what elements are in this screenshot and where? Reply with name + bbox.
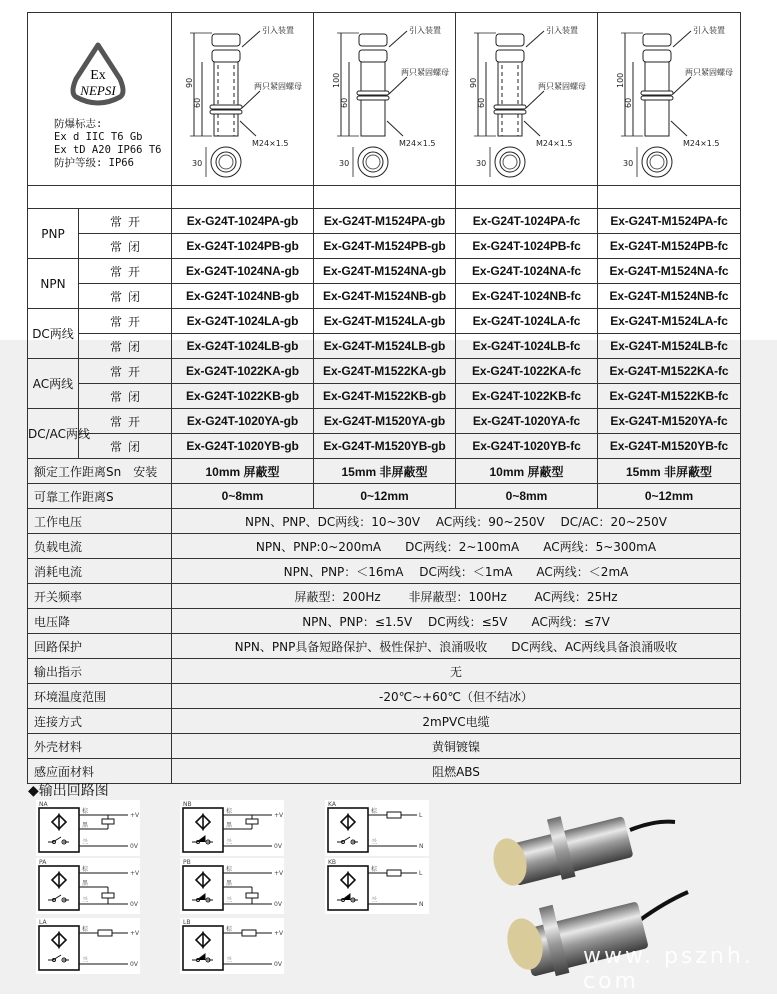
thread-label: M24×1.5	[536, 139, 573, 148]
drawing-cell-3	[456, 13, 598, 186]
param-row	[28, 684, 741, 709]
model-row	[28, 284, 741, 309]
circuit-code: KB	[328, 859, 337, 866]
circuit-code: PA	[39, 859, 47, 866]
rated-distance-value: 10mm 屏蔽型	[172, 459, 314, 484]
circuit-code: LB	[183, 919, 191, 926]
circuit-code: NA	[39, 801, 48, 808]
circuit-diagram-lb	[180, 918, 284, 974]
wire-black-label: 黑	[226, 822, 233, 829]
terminal-bottom-label: 0V	[274, 843, 282, 850]
terminal-bottom-label: 0V	[130, 901, 138, 908]
model-number: Ex-G24T-M1522KB-fc	[598, 384, 741, 409]
ex-nepsi-logo-icon	[42, 39, 162, 119]
circuit-diagram-pa	[36, 858, 140, 914]
param-value: 2mPVC电缆	[172, 709, 741, 734]
model-number: Ex-G24T-M1524NB-gb	[314, 284, 456, 309]
param-label: 电压降	[28, 609, 172, 634]
thread-label: M24×1.5	[252, 139, 289, 148]
model-row	[28, 309, 741, 334]
model-number: Ex-G24T-1024NA-gb	[172, 259, 314, 284]
model-number: Ex-G24T-M1520YB-gb	[314, 434, 456, 459]
model-number: Ex-G24T-1024LA-fc	[456, 309, 598, 334]
circuit-code: PB	[183, 859, 191, 866]
terminal-bottom-label: 0V	[130, 961, 138, 968]
param-value: 阻燃ABS	[172, 759, 741, 784]
param-label: 开关频率	[28, 584, 172, 609]
model-number: Ex-G24T-M1524PA-gb	[314, 209, 456, 234]
sensor-upper	[489, 816, 675, 889]
param-row	[28, 759, 741, 784]
param-value: 屏蔽型：200Hz 非屏蔽型：100Hz AC两线：25Hz	[172, 584, 741, 609]
cert-cell	[28, 13, 172, 186]
param-value: 无	[172, 659, 741, 684]
output-type-label: PNP	[28, 209, 79, 259]
param-label: 消耗电流	[28, 559, 172, 584]
rated-distance-value: 15mm 非屏蔽型	[314, 459, 456, 484]
output-type-label: NPN	[28, 259, 79, 309]
sensor-circuit-icon	[325, 858, 429, 914]
model-row	[28, 209, 741, 234]
model-row	[28, 234, 741, 259]
thread-length-label: 60	[477, 97, 486, 108]
model-number: Ex-G24T-1024LB-gb	[172, 334, 314, 359]
inlet-label: 引入装置	[409, 26, 441, 35]
sensor-circuit-icon	[180, 858, 284, 914]
protection-grade: 防护等级: IP66	[54, 157, 134, 169]
hex-size-label: 30	[623, 159, 634, 168]
model-number: Ex-G24T-1022KA-fc	[456, 359, 598, 384]
model-number: Ex-G24T-1024PB-gb	[172, 234, 314, 259]
sensor-circuit-icon	[325, 800, 429, 856]
logo-ex-text: Ex	[90, 68, 106, 83]
sensor-circuit-icon	[36, 918, 140, 974]
param-label: 连接方式	[28, 709, 172, 734]
spec-table	[27, 12, 741, 784]
model-number: Ex-G24T-1022KA-gb	[172, 359, 314, 384]
model-number: Ex-G24T-M1524NA-gb	[314, 259, 456, 284]
param-label: 感应面材料	[28, 759, 172, 784]
param-value: NPN、PNP：＜16mA DC两线：＜1mA AC两线：＜2mA	[172, 559, 741, 584]
terminal-top-label: +V	[130, 930, 140, 937]
thread-length-label: 60	[340, 97, 349, 108]
param-row	[28, 659, 741, 684]
drawing-cell-4	[598, 13, 741, 186]
switch-state-label: 常开	[79, 359, 172, 384]
wire-brown-label: 棕	[226, 926, 233, 933]
wire-blue-label: 兰	[82, 839, 89, 846]
param-label: 负载电流	[28, 534, 172, 559]
terminal-top-label: +V	[130, 870, 140, 877]
reliable-distance-label: 可靠工作距离S	[28, 484, 172, 509]
terminal-bottom-label: N	[419, 901, 424, 908]
dimension-drawing	[314, 13, 456, 185]
model-number: Ex-G24T-1020YB-fc	[456, 434, 598, 459]
rated-distance-value: 10mm 屏蔽型	[456, 459, 598, 484]
switch-state-label: 常闭	[79, 334, 172, 359]
param-row	[28, 534, 741, 559]
circuit-section-title: ◆输出回路图	[28, 783, 109, 799]
watermark: www. psznh. com	[583, 944, 754, 994]
param-table-body	[28, 509, 741, 784]
hex-size-label: 30	[192, 159, 203, 168]
nuts-label: 两只紧固螺母	[401, 68, 449, 77]
reliable-distance-value: 0~12mm	[598, 484, 741, 509]
hex-size-label: 30	[476, 159, 487, 168]
param-label: 工作电压	[28, 509, 172, 534]
model-number: Ex-G24T-M1524PA-fc	[598, 209, 741, 234]
param-row	[28, 584, 741, 609]
wire-brown-label: 棕	[226, 808, 233, 815]
model-number: Ex-G24T-M1524LB-gb	[314, 334, 456, 359]
switch-state-label: 常闭	[79, 434, 172, 459]
circuit-diagram-kb	[325, 858, 429, 914]
sensor-circuit-icon	[180, 800, 284, 856]
switch-state-label: 常闭	[79, 234, 172, 259]
sensor-circuit-icon	[180, 918, 284, 974]
rated-distance-label: 额定工作距离Sn 安装	[28, 459, 172, 484]
drawing-cell-2	[314, 13, 456, 186]
param-label: 输出指示	[28, 659, 172, 684]
model-number: Ex-G24T-M1520YB-fc	[598, 434, 741, 459]
dimension-drawing	[172, 13, 314, 185]
wire-brown-label: 棕	[82, 808, 89, 815]
circuit-code: LA	[39, 919, 47, 926]
model-number: Ex-G24T-1020YA-fc	[456, 409, 598, 434]
model-number: Ex-G24T-M1522KB-gb	[314, 384, 456, 409]
model-number: Ex-G24T-1024PB-fc	[456, 234, 598, 259]
wire-blue-label: 兰	[226, 957, 233, 964]
terminal-top-label: +V	[274, 812, 284, 819]
terminal-top-label: L	[419, 812, 423, 819]
logo-nepsi-text: NEPSI	[80, 83, 116, 98]
nuts-label: 两只紧固螺母	[685, 68, 733, 77]
circuit-code: NB	[183, 801, 192, 808]
wire-black-label: 黑	[82, 880, 89, 887]
marking-line-1: Ex d IIC T6 Gb	[54, 131, 143, 143]
switch-state-label: 常闭	[79, 284, 172, 309]
terminal-bottom-label: 0V	[274, 901, 282, 908]
param-row	[28, 509, 741, 534]
switch-state-label: 常开	[79, 309, 172, 334]
inlet-label: 引入装置	[693, 26, 725, 35]
nuts-label: 两只紧固螺母	[538, 82, 586, 91]
model-number: Ex-G24T-M1524LB-fc	[598, 334, 741, 359]
output-type-label: DC/AC两线	[28, 409, 79, 459]
total-length-label: 90	[469, 77, 478, 88]
terminal-bottom-label: 0V	[274, 961, 282, 968]
wire-brown-label: 棕	[226, 866, 233, 873]
model-number: Ex-G24T-M1524PB-fc	[598, 234, 741, 259]
model-number: Ex-G24T-M1522KA-gb	[314, 359, 456, 384]
param-row	[28, 734, 741, 759]
model-number: Ex-G24T-M1524NB-fc	[598, 284, 741, 309]
model-number: Ex-G24T-1024NA-fc	[456, 259, 598, 284]
model-number: Ex-G24T-1024NB-fc	[456, 284, 598, 309]
circuit-diagram-na	[36, 800, 140, 856]
param-value: 黄铜镀镍	[172, 734, 741, 759]
wire-blue-label: 兰	[226, 839, 233, 846]
dimension-drawing	[598, 13, 740, 185]
wire-brown-label: 棕	[371, 866, 378, 873]
param-label: 回路保护	[28, 634, 172, 659]
sensor-circuit-icon	[36, 858, 140, 914]
switch-state-label: 常闭	[79, 384, 172, 409]
param-label: 外壳材料	[28, 734, 172, 759]
terminal-top-label: L	[419, 870, 423, 877]
param-row	[28, 559, 741, 584]
wire-black-label: 黑	[226, 880, 233, 887]
model-number: Ex-G24T-1024NB-gb	[172, 284, 314, 309]
reliable-distance-row	[28, 484, 741, 509]
model-number: Ex-G24T-1024PA-gb	[172, 209, 314, 234]
thread-label: M24×1.5	[399, 139, 436, 148]
drawing-cell-1	[172, 13, 314, 186]
terminal-top-label: +V	[274, 930, 284, 937]
model-number: Ex-G24T-M1520YA-fc	[598, 409, 741, 434]
wire-blue-label: 兰	[82, 897, 89, 904]
rated-distance-value: 15mm 非屏蔽型	[598, 459, 741, 484]
reliable-distance-value: 0~12mm	[314, 484, 456, 509]
model-number: Ex-G24T-M1524PB-gb	[314, 234, 456, 259]
thread-label: M24×1.5	[683, 139, 720, 148]
switch-state-label: 常开	[79, 209, 172, 234]
model-row	[28, 359, 741, 384]
total-length-label: 100	[332, 72, 341, 88]
model-row	[28, 409, 741, 434]
model-number: Ex-G24T-1022KB-gb	[172, 384, 314, 409]
nuts-label: 两只紧固螺母	[254, 82, 302, 91]
model-row	[28, 434, 741, 459]
model-row	[28, 259, 741, 284]
terminal-bottom-label: 0V	[130, 843, 138, 850]
param-row	[28, 709, 741, 734]
param-value: -20℃~+60℃（但不结冰）	[172, 684, 741, 709]
param-value: NPN、PNP、DC两线：10~30V AC两线：90~250V DC/AC：20~250V	[172, 509, 741, 534]
total-length-label: 100	[616, 72, 625, 88]
sensor-circuit-icon	[36, 800, 140, 856]
terminal-top-label: +V	[274, 870, 284, 877]
model-number: Ex-G24T-M1524NA-fc	[598, 259, 741, 284]
nepsi-logo	[42, 39, 162, 122]
inlet-label: 引入装置	[546, 26, 578, 35]
model-number: Ex-G24T-1024LA-gb	[172, 309, 314, 334]
circuit-diagram-nb	[180, 800, 284, 856]
model-row	[28, 384, 741, 409]
wire-black-label: 黑	[82, 822, 89, 829]
circuit-diagram-pb	[180, 858, 284, 914]
inlet-label: 引入装置	[262, 26, 294, 35]
model-number: Ex-G24T-1022KB-fc	[456, 384, 598, 409]
terminal-bottom-label: N	[419, 843, 424, 850]
model-number: Ex-G24T-M1522KA-fc	[598, 359, 741, 384]
wire-brown-label: 棕	[371, 808, 378, 815]
param-value: NPN、PNP：≤1.5V DC两线：≤5V AC两线：≤7V	[172, 609, 741, 634]
thread-length-label: 60	[193, 97, 202, 108]
wire-blue-label: 兰	[371, 839, 378, 846]
terminal-top-label: +V	[130, 812, 140, 819]
model-number: Ex-G24T-M1524LA-fc	[598, 309, 741, 334]
output-type-label: AC两线	[28, 359, 79, 409]
model-number: Ex-G24T-1024LB-fc	[456, 334, 598, 359]
cert-info	[54, 118, 161, 170]
hex-size-label: 30	[339, 159, 350, 168]
param-label: 环境温度范围	[28, 684, 172, 709]
wire-brown-label: 棕	[82, 866, 89, 873]
output-type-label: DC两线	[28, 309, 79, 359]
param-row	[28, 609, 741, 634]
switch-state-label: 常开	[79, 259, 172, 284]
circuit-diagram-la	[36, 918, 140, 974]
total-length-label: 90	[185, 77, 194, 88]
param-value: NPN、PNP具备短路保护、极性保护、浪涌吸收 DC两线、AC两线具备浪涌吸收	[172, 634, 741, 659]
wire-blue-label: 兰	[82, 957, 89, 964]
model-number: Ex-G24T-1020YA-gb	[172, 409, 314, 434]
model-number: Ex-G24T-1024PA-fc	[456, 209, 598, 234]
model-table-body	[28, 209, 741, 459]
marking-label: 防爆标志:	[54, 118, 103, 130]
wire-brown-label: 棕	[82, 926, 89, 933]
reliable-distance-value: 0~8mm	[456, 484, 598, 509]
circuit-code: KA	[328, 801, 336, 808]
param-row	[28, 634, 741, 659]
switch-state-label: 常开	[79, 409, 172, 434]
dimension-drawing	[456, 13, 598, 185]
marking-line-2: Ex tD A20 IP66 T6	[54, 144, 162, 156]
wire-blue-label: 兰	[371, 897, 378, 904]
reliable-distance-value: 0~8mm	[172, 484, 314, 509]
blank-row	[28, 186, 741, 209]
model-row	[28, 334, 741, 359]
model-number: Ex-G24T-1020YB-gb	[172, 434, 314, 459]
model-number: Ex-G24T-M1520YA-gb	[314, 409, 456, 434]
param-value: NPN、PNP:0~200mA DC两线：2~100mA AC两线：5~300mA	[172, 534, 741, 559]
rated-distance-row	[28, 459, 741, 484]
model-number: Ex-G24T-M1524LA-gb	[314, 309, 456, 334]
thread-length-label: 60	[624, 97, 633, 108]
circuit-diagram-ka	[325, 800, 429, 856]
wire-blue-label: 兰	[226, 897, 233, 904]
